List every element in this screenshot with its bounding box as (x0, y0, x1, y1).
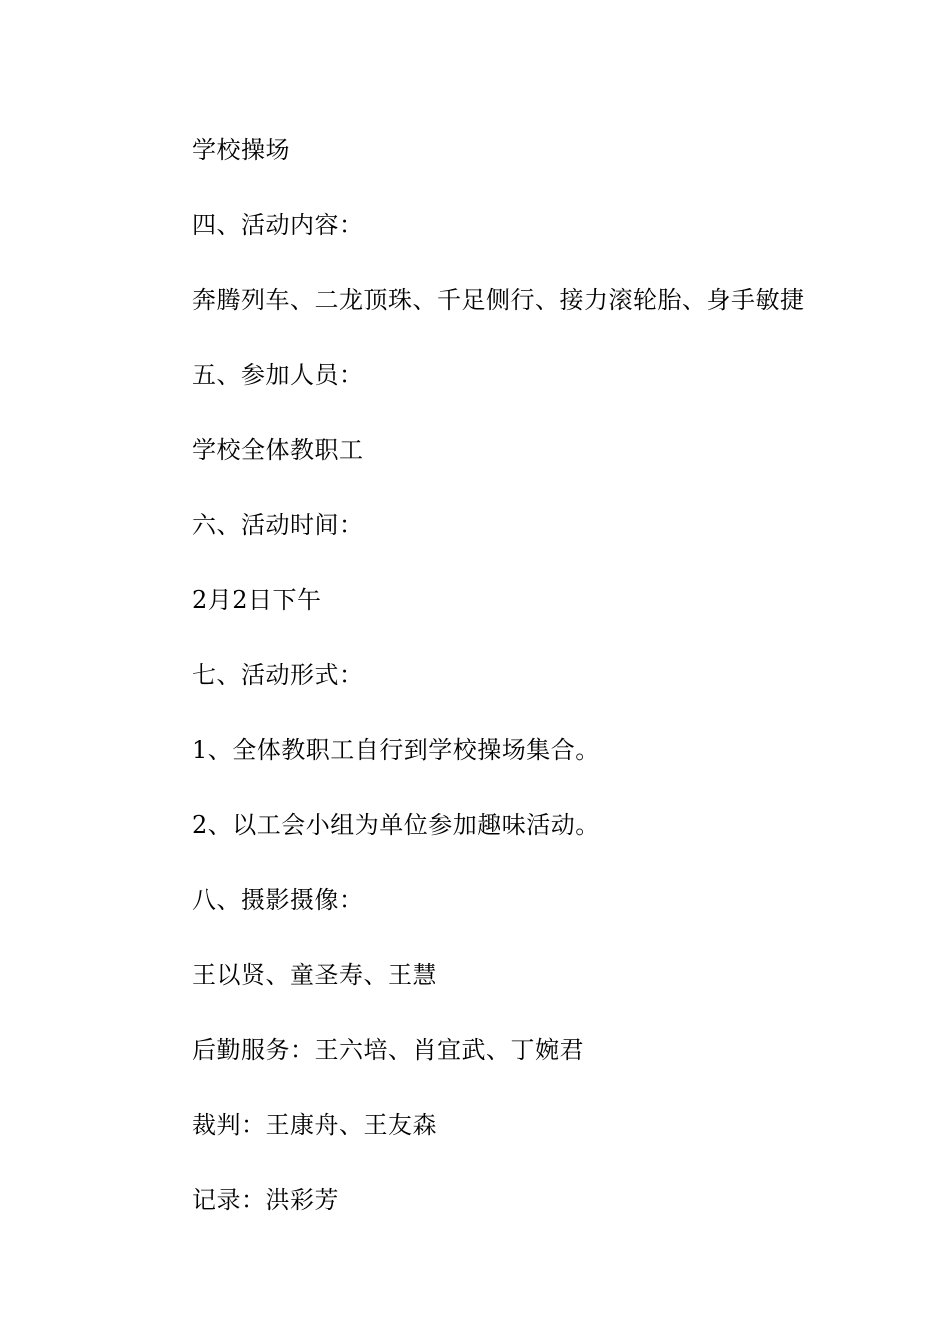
section-heading-participants: 五、参加人员： (192, 361, 364, 389)
activity-content-text: 奔腾列车、二龙顶珠、千足侧行、接力滚轮胎、身手敏捷 (192, 286, 805, 314)
recorder-text: 记录：洪彩芳 (192, 1186, 339, 1214)
venue-text: 学校操场 (192, 136, 290, 164)
referees-text: 裁判：王康舟、王友森 (192, 1111, 437, 1139)
activity-form-item-2: 2、以工会小组为单位参加趣味活动。 (192, 811, 600, 839)
activity-form-item-1: 1、全体教职工自行到学校操场集合。 (192, 736, 600, 764)
document-body (192, 131, 852, 1256)
section-heading-photography: 八、摄影摄像： (192, 886, 364, 914)
section-heading-activity-time: 六、活动时间： (192, 511, 364, 539)
activity-time-text: 2月2日下午 (192, 586, 322, 614)
participants-text: 学校全体教职工 (192, 436, 364, 464)
section-heading-activity-content: 四、活动内容： (192, 211, 364, 239)
logistics-staff-text: 后勤服务：王六培、肖宜武、丁婉君 (192, 1036, 584, 1064)
section-heading-activity-form: 七、活动形式： (192, 661, 364, 689)
photography-staff-text: 王以贤、童圣寿、王慧 (192, 961, 437, 989)
